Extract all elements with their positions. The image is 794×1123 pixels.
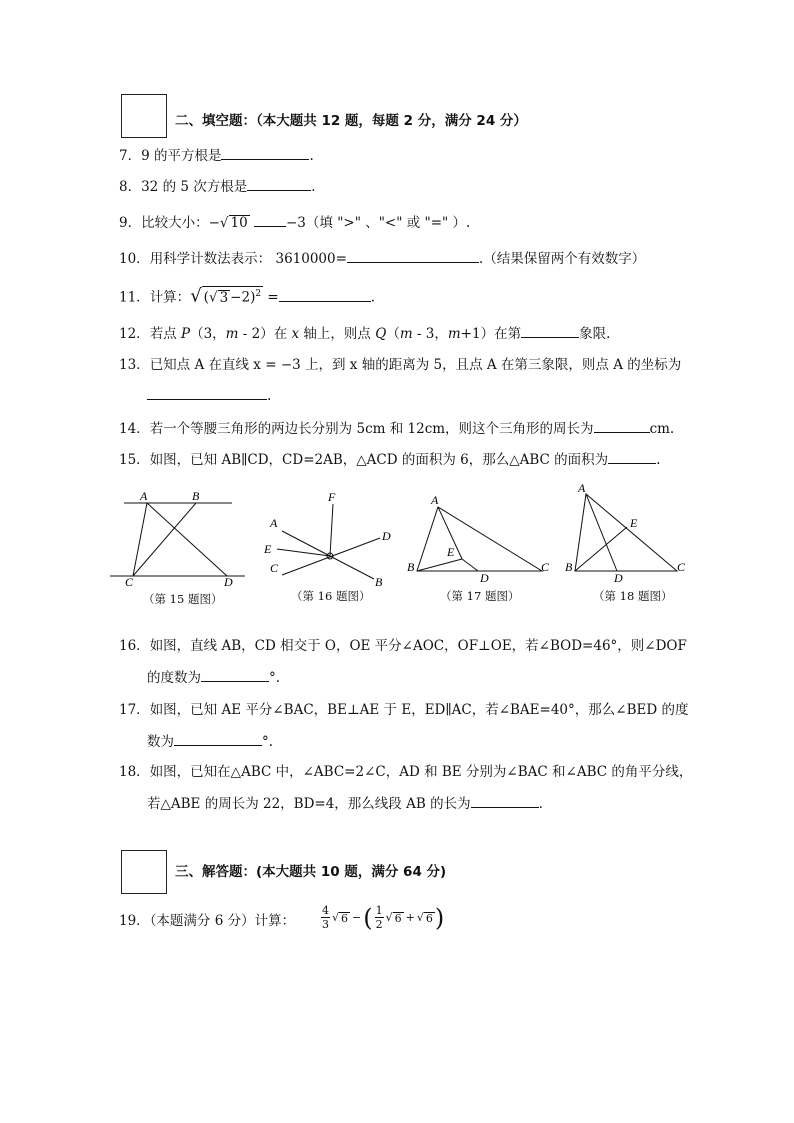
label-18-c: C <box>677 560 686 574</box>
question-8: 8．32 的 5 次方根是 . <box>119 179 316 195</box>
label-18-e: E <box>630 516 638 530</box>
outer-radicand: (√ 3 −2)$^2$ <box>202 286 263 305</box>
answer-blank-12[interactable] <box>521 324 579 338</box>
question-15: 15．如图，已知 AB∥CD，CD=2AB，△ACD 的面积为 6，那么△ABC 的面积为 . <box>119 452 661 468</box>
question-9: 9．比较大小：−√ 10 −3（填 ">" 、"<" 或 "=" ）. <box>119 215 471 231</box>
answer-blank-11[interactable] <box>279 288 371 302</box>
question-19: 19．（本题满分 6 分）计算： <box>119 913 296 929</box>
label-16-f: F <box>328 490 336 504</box>
label-15-d: D <box>224 575 233 589</box>
segment-ed <box>462 559 478 571</box>
label-17-b: B <box>407 560 415 574</box>
caption-17: （第 17 题图） <box>440 589 520 603</box>
line-ab <box>282 531 374 579</box>
answer-blank-14[interactable] <box>594 419 650 433</box>
label-15-a: A <box>140 489 148 503</box>
question-10: 10．用科学计数法表示： 3610000= .（结果保留两个有效数字） <box>119 251 646 267</box>
question-13: 13．已知点 A 在直线 x = −3 上，到 x 轴的距离为 5，且点 A 在第三象限，则点 A 的坐标为 <box>119 357 682 373</box>
answer-blank-7[interactable] <box>221 146 309 160</box>
q19-expression: 4 3 √ 6 − ( 1 2 √ 6 + √ 6 ) <box>322 903 445 932</box>
figures-row <box>0 480 794 590</box>
question-7: 7．9 的平方根是 . <box>119 148 314 164</box>
label-17-e: E <box>447 545 455 559</box>
label-15-b: B <box>192 489 200 503</box>
answer-blank-17[interactable] <box>174 732 262 746</box>
answer-blank-9[interactable] <box>254 213 286 227</box>
question-16-line2: 的度数为 °. <box>147 670 281 686</box>
segment-ac <box>133 503 147 576</box>
label-18-b: B <box>565 560 573 574</box>
question-18: 18．如图，已知在△ABC 中，∠ABC=2∠C，AD 和 BE 分别为∠BAC 和∠ABC 的角平分线， <box>119 764 693 780</box>
question-11: 11．计算：√ (√ 3 −2)$^2$ = . <box>119 285 375 307</box>
figure-15 <box>110 503 245 576</box>
triangle-abc <box>417 507 542 571</box>
ray-of <box>330 504 333 556</box>
answer-blank-16[interactable] <box>201 668 269 682</box>
question-16: 16．如图，直线 AB，CD 相交于 O，OE 平分∠AOC，OF⊥OE，若∠BOD=46°，则∠DOF <box>119 638 687 654</box>
label-17-d: D <box>480 571 489 585</box>
answer-blank-10[interactable] <box>347 249 479 263</box>
answer-blank-13[interactable] <box>147 386 267 400</box>
score-box-section3 <box>121 850 167 894</box>
question-12: 12．若点 P（3，m - 2）在 x 轴上，则点 Q（m - 3，m+1）在第 象限. <box>119 326 611 342</box>
outer-sqrt-sign: √ <box>190 285 202 307</box>
label-16-c: C <box>270 561 279 575</box>
label-18-d: D <box>614 571 623 585</box>
figure-18 <box>575 494 677 571</box>
section3-title: 三、解答题：(本大题共 10 题，满分 64 分) <box>175 864 447 880</box>
question-17: 17．如图，已知 AE 平分∠BAC，BE⊥AE 于 E，ED∥AC，若∠BAE=40°，那么∠BED 的度 <box>119 702 689 718</box>
question-18-line2: 若△ABE 的周长为 22，BD=4，那么线段 AB 的长为 . <box>147 796 543 812</box>
label-15-c: C <box>125 575 134 589</box>
caption-16: （第 16 题图） <box>291 589 371 603</box>
ray-oe <box>277 549 330 556</box>
section2-title: 二、填空题：（本大题共 12 题，每题 2 分，满分 24 分） <box>175 113 527 129</box>
score-box-section2 <box>121 94 167 138</box>
figure-16 <box>277 504 380 579</box>
answer-blank-15[interactable] <box>608 450 656 464</box>
label-17-a: A <box>431 493 439 507</box>
question-14: 14．若一个等腰三角形的两边长分别为 5cm 和 12cm，则这个三角形的周长为 cm. <box>119 421 675 437</box>
question-13-line2: . <box>147 386 271 405</box>
answer-blank-18[interactable] <box>471 794 539 808</box>
segment-ad <box>586 494 617 571</box>
segment-be <box>417 559 462 571</box>
question-17-line2: 数为 °. <box>147 734 274 750</box>
fraction-4-3: 4 3 <box>322 904 329 931</box>
caption-15: （第 15 题图） <box>143 592 223 606</box>
fraction-1-2: 1 2 <box>375 904 383 931</box>
label-16-a: A <box>270 516 278 530</box>
label-16-d: D <box>382 529 391 543</box>
segment-be <box>575 527 627 571</box>
sqrt-sign: √ <box>219 215 229 231</box>
figure-17 <box>417 507 542 571</box>
label-18-a: A <box>578 481 586 495</box>
answer-blank-8[interactable] <box>247 177 311 191</box>
label-16-e: E <box>264 542 272 556</box>
label-17-c: C <box>541 560 550 574</box>
label-16-b: B <box>375 575 383 589</box>
caption-18: （第 18 题图） <box>593 589 673 603</box>
